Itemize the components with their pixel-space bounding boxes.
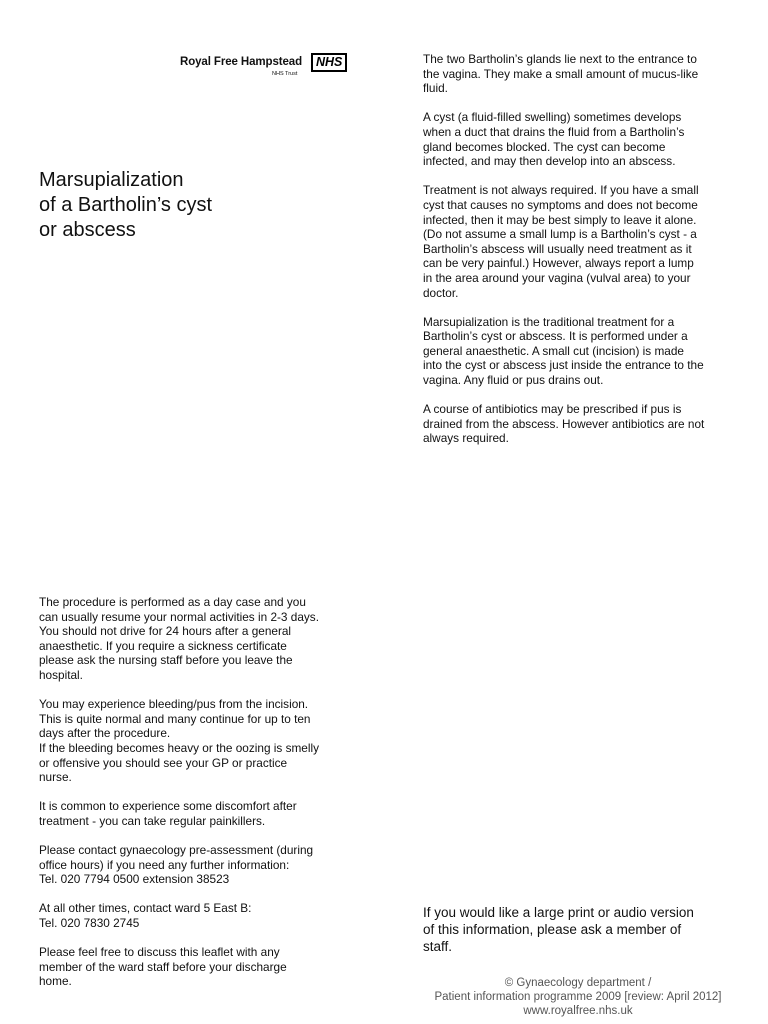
text-line: gland becomes blocked. The cyst can become [423, 139, 666, 154]
right-column-text [423, 52, 735, 461]
paragraph [39, 901, 354, 930]
text-line: You may experience bleeding/pus from the incision. [39, 697, 309, 712]
org-name: Royal Free Hampstead [180, 56, 302, 68]
text-line: The procedure is performed as a day case and you [39, 595, 306, 609]
text-line: or offensive you should see your GP or practice [39, 755, 288, 770]
large-print-notice [423, 904, 733, 955]
footer-programme: Patient information programme 2009 [review: April 2012] [434, 991, 722, 1003]
text-line: drained from the abscess. However antibiotics are not [423, 416, 705, 431]
paragraph [39, 799, 354, 828]
text-line: treatment - you can take regular painkillers. [39, 813, 266, 828]
text-line: Tel. 020 7830 2745 [39, 916, 140, 931]
left-column-text [39, 595, 354, 1004]
text-line: vagina. Any fluid or pus drains out. [423, 373, 604, 388]
text-line: If the bleeding becomes heavy or the oozing is smelly [39, 740, 320, 755]
nhs-trust-label: NHS Trust [272, 71, 298, 77]
text-line: nurse. [39, 770, 72, 785]
footer-copyright: © Gynaecology department / [504, 977, 652, 989]
title-line: Marsupialization [39, 169, 184, 191]
text-line: can usually resume your normal activities in 2-3 days. [39, 609, 319, 624]
title-line: or abscess [39, 219, 136, 241]
document-title [39, 168, 369, 243]
title-line: of a Bartholin’s cyst [39, 194, 213, 216]
paragraph [423, 110, 735, 168]
text-line: At all other times, contact ward 5 East B: [39, 901, 252, 916]
text-line: doctor. [423, 285, 459, 300]
text-line: general anaesthetic. A small cut (incision) is made [423, 343, 684, 358]
text-line: always required. [423, 431, 509, 446]
paragraph [39, 945, 354, 989]
text-line: You should not drive for 24 hours after a general [39, 624, 292, 639]
text-line: the vagina. They make a small amount of mucus-like [423, 66, 699, 81]
text-line: Treatment is not always required. If you have a small [423, 183, 699, 198]
text-line: infected, and may then develop into an abscess. [423, 154, 676, 169]
paragraph [39, 843, 354, 887]
text-line: please ask the nursing staff before you leave the [39, 653, 293, 668]
text-line: infected, then it may be best simply to leave it alone. [423, 212, 697, 227]
text-line: home. [39, 974, 72, 989]
royal-free-nhs-logo [178, 52, 348, 82]
text-line: A course of antibiotics may be prescribed if pus is [423, 402, 682, 417]
notice-line: of this information, please ask a member of [423, 922, 682, 937]
text-line: This is quite normal and many continue for up to ten [39, 711, 311, 726]
text-line: member of the ward staff before your discharge [39, 959, 287, 974]
notice-line: staff. [423, 939, 453, 954]
text-line: in the area around your vagina (vulval area) to your [423, 270, 691, 285]
paragraph [423, 402, 735, 446]
text-line: when a duct that drains the fluid from a Bartholin’s [423, 124, 685, 139]
paragraph [423, 315, 735, 388]
text-line: Bartholin’s abscess will usually need treatment as it [423, 241, 692, 256]
text-line: Marsupialization is the traditional treatment for a [423, 314, 675, 329]
text-line: anaesthetic. If you require a sickness certificate [39, 638, 287, 653]
text-line: hospital. [39, 667, 83, 682]
text-line: office hours) if you need any further information: [39, 857, 290, 872]
footer-credits [418, 976, 738, 1018]
paragraph [423, 183, 735, 300]
paragraph [39, 595, 354, 683]
text-line: (Do not assume a small lump is a Bartholin’s cyst - a [423, 227, 697, 242]
text-line: A cyst (a fluid-filled swelling) sometimes develops [423, 110, 682, 125]
paragraph [39, 697, 354, 785]
text-line: Bartholin’s cyst or abscess. It is performed under a [423, 329, 688, 344]
text-line: fluid. [423, 81, 448, 96]
footer-website: www.royalfree.nhs.uk [523, 1005, 633, 1017]
text-line: cyst that causes no symptoms and does not become [423, 197, 698, 212]
nhs-logo-badge: NHS [311, 53, 347, 72]
notice-line: If you would like a large print or audio version [423, 905, 694, 920]
text-line: The two Bartholin’s glands lie next to the entrance to [423, 52, 697, 66]
text-line: Please contact gynaecology pre-assessment (during [39, 843, 314, 858]
text-line: into the cyst or abscess just inside the entrance to the [423, 358, 704, 373]
text-line: It is common to experience some discomfort after [39, 799, 297, 814]
text-line: Tel. 020 7794 0500 extension 38523 [39, 872, 230, 887]
text-line: Please feel free to discuss this leaflet with any [39, 945, 280, 960]
text-line: can be very painful.) However, always report a lump [423, 256, 694, 271]
paragraph [423, 52, 735, 96]
text-line: days after the procedure. [39, 726, 171, 741]
